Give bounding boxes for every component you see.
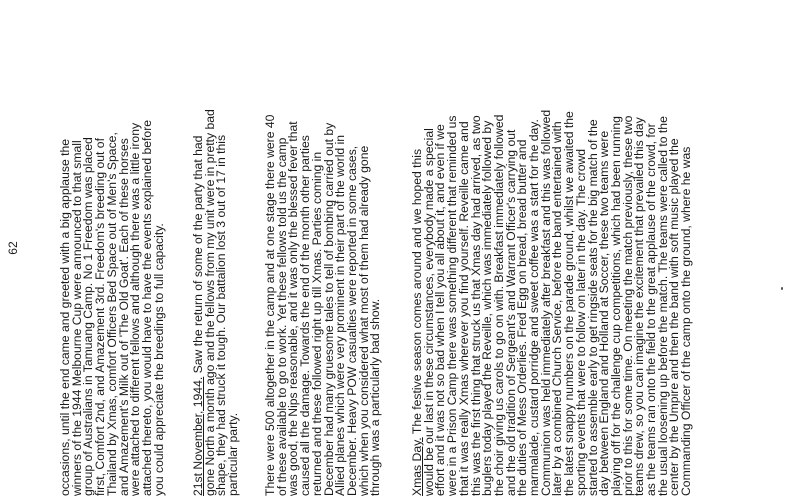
text-line: center by the Umpire and then the band with soft music played the (667, 138, 682, 496)
text-line: you could appreciate the breedings to full capacity. (151, 223, 166, 496)
text-line-rest: The festive season comes around and we hoped this (410, 148, 424, 438)
text-line: the choir giving us carols to go on with. Breakfast immediately followed (491, 114, 506, 496)
text-line: playing off for the challenge cup competitions, which had been running (608, 116, 623, 496)
paragraph-21st-november (193, 0, 240, 496)
text-line: the duties of Mess Orderlies. Fred Egg on bread, bread butter and (515, 139, 530, 496)
text-line: first, Comfort 2nd, and Amazement 3rd. Freedom's breeding out of (93, 138, 108, 496)
text-line: particular party. (226, 412, 241, 496)
text-line: sporting events that were to follow on later in the day. The crowd (573, 148, 588, 496)
text-line: caused all the damage. Towards the end of the month other parties (298, 135, 313, 496)
paragraph-xmas-day (412, 0, 693, 496)
page-number: 62 (6, 241, 20, 255)
text-line: which when you considered what most of them had already gone (356, 145, 371, 496)
text-line: Commanding Officer of the camp onto the ground, where he was (679, 146, 694, 496)
text-line: through was a particularly bad show. (368, 298, 383, 496)
text-line: Communion was held immediately after breakfast and this was followed (538, 109, 553, 496)
text-line: Thailand by Xmas, comfort Officers Bed Space out of Men's Space, (104, 132, 119, 496)
text-line: attached thereto, you would have to have the events explained before (139, 119, 154, 496)
text-line: that it was really Xmas wherever you find yourself. Reveille came and (456, 121, 471, 496)
paragraph-camp-returns (265, 0, 382, 496)
text-line: would be our last in these circumstances, everybody made a special (421, 128, 436, 496)
text-line: There were 500 altogether in the camp and at one stage there were 40 (263, 114, 277, 496)
text-line: group of Australians in Tamuang Camp. No 1 Freedom was placed (81, 137, 96, 496)
text-line: were in a Prison Camp there was something different that reminded us (445, 115, 460, 496)
text-line: winners of the 1944 Melbourne Cup were announced to that small (69, 140, 84, 496)
date-heading: 21st November, 1944. (191, 376, 205, 496)
text-line: the usual loosening up before the match. The teams were called to the (655, 116, 670, 496)
paragraph-melbourne-cup (60, 0, 165, 496)
speck-mark (781, 287, 783, 290)
text-line: Allied planes which were very prominent in their part of the world in (333, 134, 348, 496)
text-line: teams drew, so you can imagine the excitement that prevailed this day (632, 117, 647, 496)
text-line: the latest snappy numbers on the parade ground, whilst we awaited the (562, 111, 577, 496)
text-line: were attached to different fellows and although there was a little irony (128, 122, 143, 496)
xmas-heading: Xmas Day. (410, 437, 424, 496)
text-line: effort and it was not so bad when I tell you all about it, and even if we (433, 124, 448, 496)
text-line: and the old tradition of Sergeant's and Warrant Officer's carrying out (503, 129, 518, 496)
text-line: gone North a month ago and the fellows from my unit were in pretty bad (202, 109, 217, 496)
text-line: shape, they had struck it tough. Our battalion lost 3 out of 17 in this (214, 134, 229, 496)
text-line: December had many gruesome tales to tell of bombing carried out by (321, 122, 336, 496)
text-line: buglers today played the Reveille, which was immediately followed by (480, 120, 495, 496)
text-line: was good, the Nips reasonable, and it was only the blessed fever that (286, 121, 301, 496)
text-line: marmalade, custard porridge and sweet coffee was a start for the day. (527, 119, 542, 496)
text-line: of these available to go to work. Yet these fellows told us the camp (274, 137, 289, 496)
text-line: December. Heavy POW casualties were reported in some cases, (344, 145, 359, 496)
text-line: and Amazement's Milk out of 'The Old Goat'. Each of these horses (116, 138, 131, 496)
text-line: returned and these followed right up till Xmas. Parties coming in (309, 151, 324, 496)
text-line: occasions, until the end came and greeted with a big applause the (58, 138, 72, 496)
text-line: day between England and Holland at Soccer, these two teams were (597, 130, 612, 496)
text-line-rest: Saw the return of some of the party that had (191, 135, 205, 377)
text-line: prior to this for some time. On meeting the match previously, these two (620, 115, 635, 496)
text-line: later by a combined Church Service, before the band entertained with (550, 121, 565, 496)
text-line: this was the first thing that struck us that Xmas day had arrived, as two (468, 115, 483, 496)
text-line: as the teams ran onto the field to the great applause of the crowd, for (644, 123, 659, 496)
text-line: started to assemble early to get ringside seats for the big match of the (585, 119, 600, 496)
